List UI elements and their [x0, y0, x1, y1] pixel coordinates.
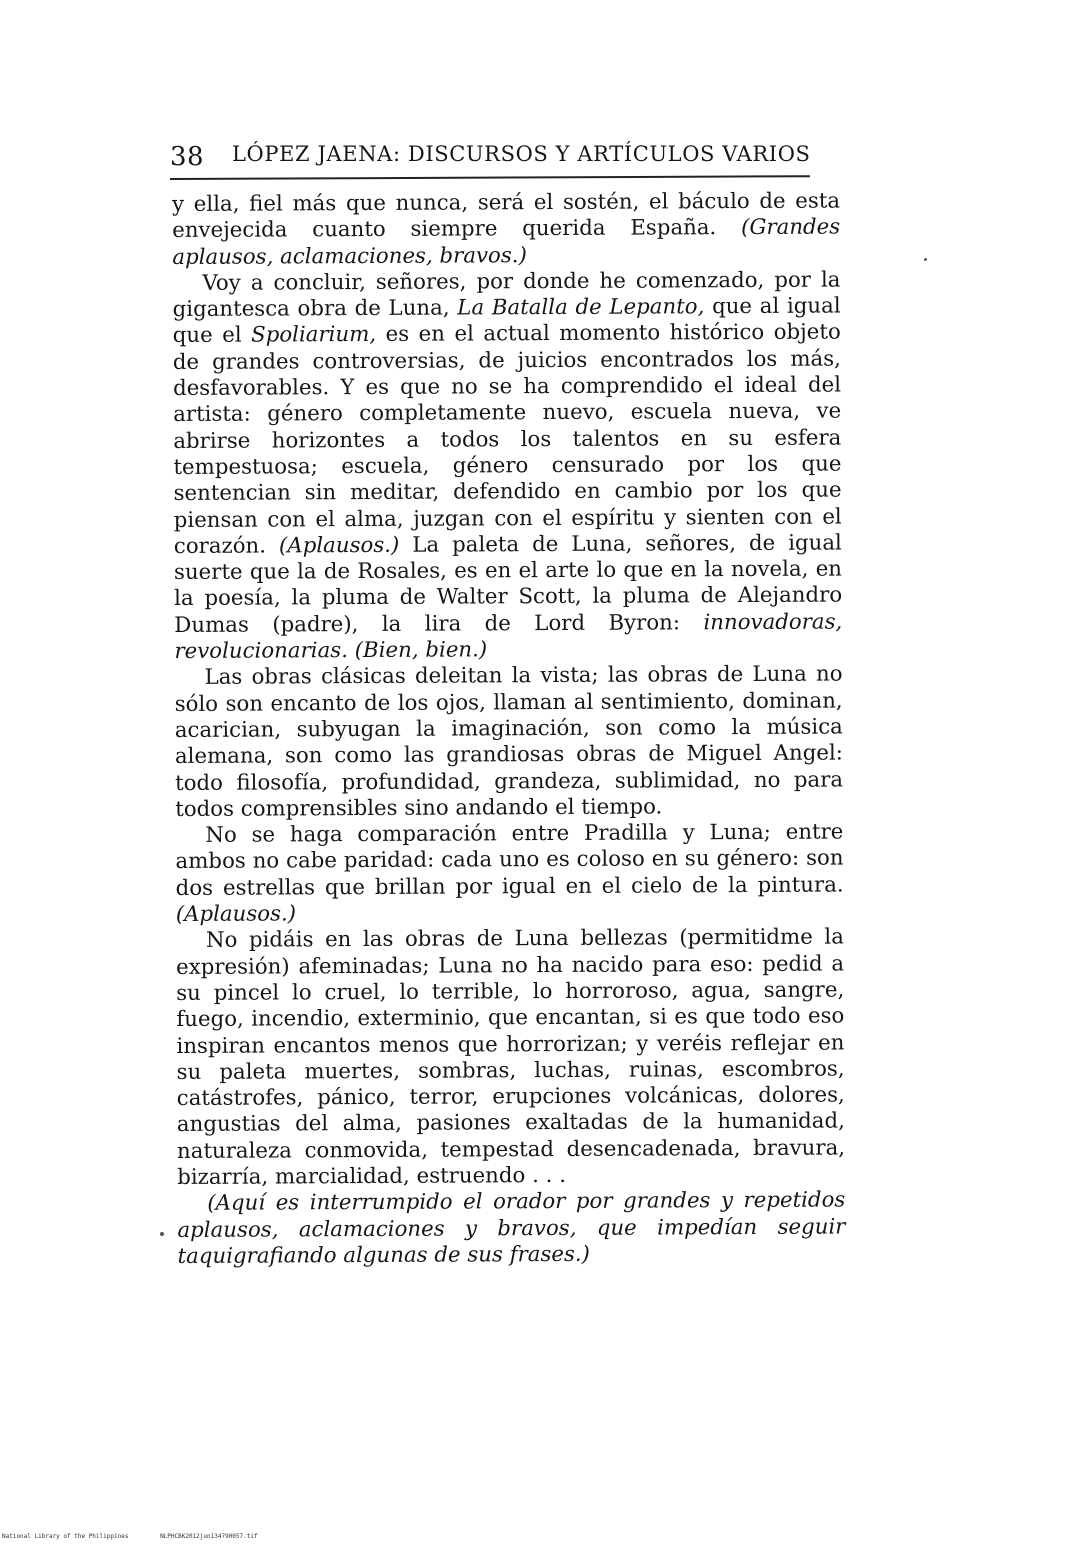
text-run: que al igual que el — [172, 293, 841, 349]
stage-direction: (Grandes aplausos, aclamaciones, bravos.) — [172, 214, 841, 270]
text-run: Voy a concluir, señores, por donde he comenzado, por la gigantesca obra de Luna, — [172, 267, 841, 323]
scan-speck — [160, 1232, 164, 1236]
stage-direction: (Bien, bien.) — [354, 637, 488, 664]
page-header — [170, 140, 810, 180]
artwork-title: La Batalla de Lepanto, — [457, 294, 705, 321]
paragraph-4 — [175, 820, 844, 929]
paragraph-6 — [177, 1188, 845, 1270]
paragraph-2 — [172, 267, 842, 665]
text-run: Las obras clásicas deleitan la vista; las obras de Luna no sólo son encanto de los ojos, llaman al sentimiento, dominan, acarician, subyugan la imaginación, son como la música alemana, son como las grandiosas obras de Miguel Angel: todo filosofía, profundidad, grandeza, sublimidad, no para todos comprensibles sino andando el tiempo. — [174, 661, 844, 822]
footer-file-id: NLPHCBK2012jun134790057.tif — [160, 1533, 258, 1540]
text-run: La paleta de Luna, señores, de igual suerte que la de Rosales, es en el arte lo que en la novela, en la poesía, la pluma de Walter Scott, la pluma de Alejandro Dumas (padre), la lira de Lord Byron: — [173, 530, 843, 638]
emphasis: innovadoras, revolucionarias. — [174, 609, 843, 665]
page-number: 38 — [170, 142, 205, 172]
artwork-title: Spoliarium, — [251, 322, 377, 349]
stage-direction: (Aplausos.) — [175, 901, 297, 928]
scan-footer — [2, 1533, 286, 1540]
paragraph-5 — [176, 925, 845, 1191]
body-text — [172, 189, 846, 1271]
stage-direction: (Aquí es interrumpido el orador por grandes y repetidos aplausos, aclamaciones y bravos, que impedían seguir taquigrafiando algunas de sus frases.) — [177, 1187, 846, 1269]
paragraph-3 — [174, 662, 843, 823]
text-run: es en el actual momento histórico objeto de grandes controversias, de juicios encontrados los más, desfavorables. Y es que no se ha comprendido el ideal del artista: género completamente nuevo, escuela nueva, ve abrirse horizontes a todos los talentos en su esfera tempestuosa; escuela, género censurado por los que sentencian sin meditar, defendido en cambio por los que piensan con el alma, juzgan con el espíritu y sienten con el corazón. — [172, 319, 842, 559]
stage-direction: (Aplausos.) — [278, 532, 400, 559]
footer-library: National Library of the Philippines — [2, 1533, 129, 1540]
paragraph-1 — [172, 189, 840, 271]
text-run: No se haga comparación entre Pradilla y Luna; entre ambos no cabe paridad: cada uno es coloso en su género: son dos estrellas que brillan por igual en el cielo de la pintura. — [175, 819, 844, 901]
text-run: No pidáis en las obras de Luna bellezas (permitidme la expresión) afeminadas; Luna no ha nacido para eso: pedid a su pincel lo cruel, lo terrible, lo horroroso, agua, sangre, fuego, incendio, exterminio, que encantan, si es que todo eso inspiran encantos menos que horrorizan; y veréis reflejar en su paleta muertes, sombras, luchas, ruinas, escombros, catástrofes, pánico, terror, erupciones volcánicas, dolores, angustias del alma, pasiones exaltadas de la humanidad, naturaleza conmovida, tempestad desencadenada, bravura, bizarría, marcialidad, estruendo . . . — [175, 924, 846, 1190]
text-run: y ella, fiel más que nunca, será el sostén, el báculo de esta envejecida cuanto siempre querida España. — [172, 188, 841, 244]
scan-speck — [924, 258, 927, 261]
running-head: LÓPEZ JAENA: DISCURSOS Y ARTÍCULOS VARIOS — [232, 142, 811, 166]
